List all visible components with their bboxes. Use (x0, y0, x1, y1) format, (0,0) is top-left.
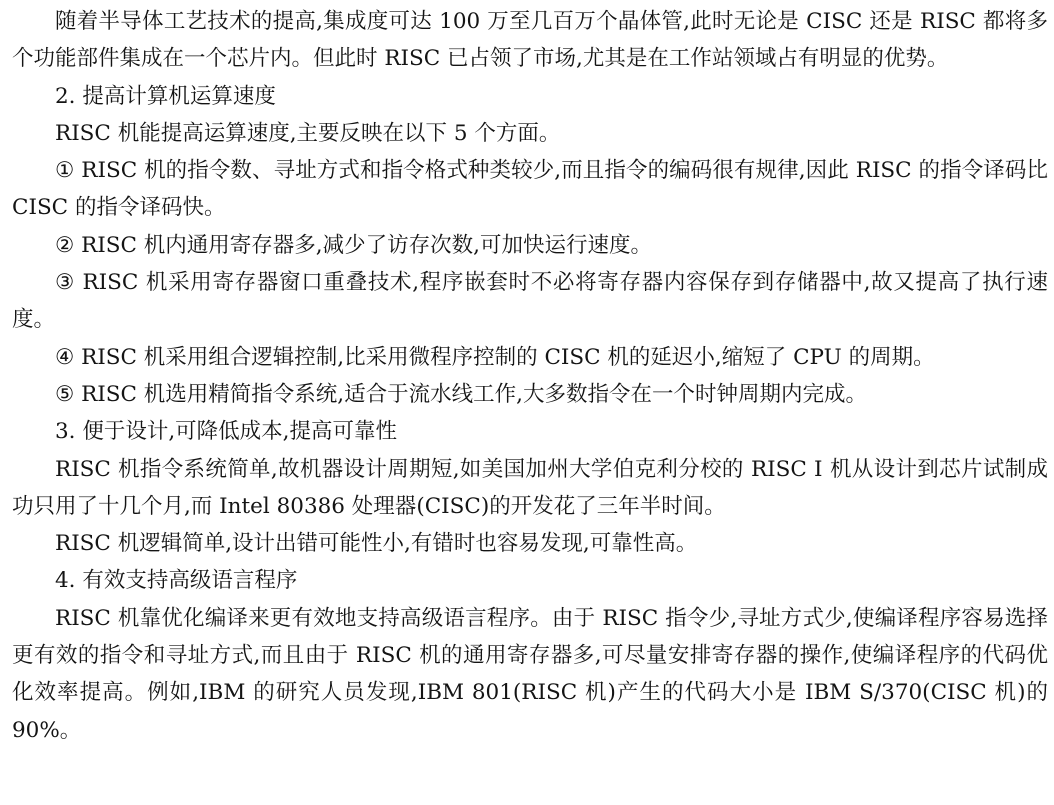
list-item-5: ⑤ RISC 机选用精简指令系统,适合于流水线工作,大多数指令在一个时钟周期内完成。 (55, 381, 867, 407)
paragraph-reliability: RISC 机逻辑简单,设计出错可能性小,有错时也容易发现,可靠性高。 (55, 531, 698, 557)
list-item-2: ② RISC 机内通用寄存器多,减少了访存次数,可加快运行速度。 (55, 232, 652, 258)
paragraph-design-cycle: RISC 机指令系统简单,故机器设计周期短,如美国加州大学伯克利分校的 RISC Ⅰ 机从设计到芯片试制成功只用了十几个月,而 Intel 80386 处理器(CISC)的开发花了三年半时间。 (12, 456, 1048, 519)
paragraph-intro: 随着半导体工艺技术的提高,集成度可达 100 万至几百万个晶体管,此时无论是 CISC 还是 RISC 都将多个功能部件集成在一个芯片内。但此时 RISC 已占领了市场,尤其是在工作站领域占有明显的优势。 (12, 9, 1048, 72)
document-page (12, 3, 1048, 749)
list-item-1: ① RISC 机的指令数、寻址方式和指令格式种类较少,而且指令的编码很有规律,因此 RISC 的指令译码比 CISC 的指令译码快。 (12, 158, 1048, 221)
list-item-4: ④ RISC 机采用组合逻辑控制,比采用微程序控制的 CISC 机的延迟小,缩短了 CPU 的周期。 (55, 344, 935, 370)
section-heading-3: 3. 便于设计,可降低成本,提高可靠性 (55, 419, 398, 445)
paragraph-compiler: RISC 机靠优化编译来更有效地支持高级语言程序。由于 RISC 指令少,寻址方式少,使编译程序容易选择更有效的指令和寻址方式,而且由于 RISC 机的通用寄存器多,可尽量安排寄存器的操作,使编译程序的代码优化效率提高。例如,IBM 的研究人员发现,IBM 801(RISC 机)产生的代码大小是 IBM S/370(CISC 机)的 90%。 (12, 605, 1048, 743)
section-heading-4: 4. 有效支持高级语言程序 (55, 568, 298, 594)
list-item-3: ③ RISC 机采用寄存器窗口重叠技术,程序嵌套时不必将寄存器内容保存到存储器中,故又提高了执行速度。 (12, 270, 1048, 333)
paragraph-speed-summary: RISC 机能提高运算速度,主要反映在以下 5 个方面。 (55, 120, 561, 146)
section-heading-2: 2. 提高计算机运算速度 (55, 83, 276, 109)
